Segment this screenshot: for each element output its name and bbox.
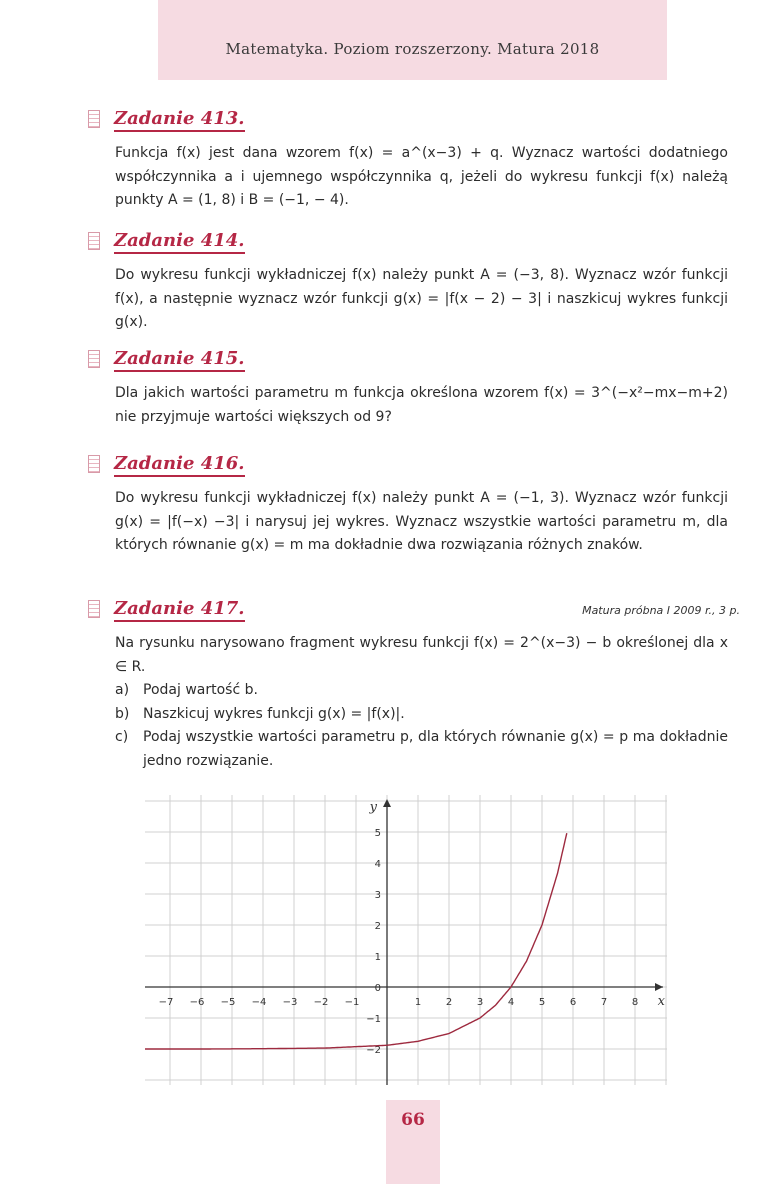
x-tick-label: 8 — [631, 997, 639, 1008]
subtask-text: Podaj wszystkie wartości parametru p, dla których równanie g(x) = p ma dokładnie jedno rozwiązanie. — [143, 729, 728, 769]
y-tick-label: 5 — [374, 828, 381, 839]
x-tick-label: 6 — [569, 997, 577, 1008]
x-tick-label: −2 — [313, 997, 329, 1008]
y-tick-label: 3 — [374, 890, 381, 901]
subtask-label: a) — [115, 682, 130, 698]
notepad-icon — [88, 110, 100, 128]
subtask-item — [115, 726, 728, 773]
task-414 — [88, 230, 728, 335]
task-title: Zadanie 413. — [114, 108, 245, 132]
task-body: Dla jakich wartości parametru m funkcja określona wzorem f(x) = 3^(−x²−mx−m+2) nie przyjmuje wartości większych od 9? — [115, 385, 728, 425]
x-tick-label: 1 — [414, 997, 422, 1008]
task-title: Zadanie 417. — [114, 598, 245, 622]
x-tick-label: −6 — [189, 997, 205, 1008]
task-text — [115, 142, 728, 213]
x-tick-label: 2 — [445, 997, 453, 1008]
task-text — [115, 264, 728, 335]
x-tick-label: 5 — [538, 997, 546, 1008]
y-tick-label: −2 — [366, 1045, 381, 1056]
task-417 — [88, 598, 740, 773]
x-tick-label: −4 — [251, 997, 267, 1008]
y-tick-label: 2 — [374, 921, 381, 932]
y-tick-label: 4 — [374, 859, 381, 870]
task-body: Na rysunku narysowano fragment wykresu funkcji f(x) = 2^(x−3) − b określonej dla x ∈ R. — [115, 635, 728, 675]
subtask-list — [115, 679, 728, 773]
source-note: Matura próbna I 2009 r., 3 p. — [582, 604, 740, 617]
x-tick-label: −3 — [282, 997, 298, 1008]
notepad-icon — [88, 455, 100, 473]
subtask-label: b) — [115, 705, 130, 722]
y-tick-label: 1 — [374, 952, 381, 963]
task-text — [115, 487, 728, 558]
y-axis-arrow — [383, 799, 391, 807]
x-tick-label: −5 — [220, 997, 236, 1008]
subtask-text: Naszkicuj wykres funkcji g(x) = |f(x)|. — [143, 705, 405, 722]
notepad-icon — [88, 232, 100, 250]
notepad-icon — [88, 350, 100, 368]
task-body: Do wykresu funkcji wykładniczej f(x) należy punkt A = (−1, 3). Wyznacz wzór funkcji g(x) = |f(−x) −3| i narysuj jej wykres. Wyznacz wszystkie wartości parametru m, dla których równanie g(x) = m ma dokładnie dwa rozwiązania różnych znaków. — [115, 490, 728, 553]
subtask-item — [115, 679, 728, 703]
x-tick-label: 3 — [476, 997, 484, 1008]
x-axis-arrow — [655, 983, 663, 991]
running-title: Matematyka. Poziom rozszerzony. Matura 2018 — [225, 40, 600, 58]
x-tick-label: 4 — [507, 997, 515, 1008]
task-415 — [88, 348, 728, 429]
page-header — [158, 0, 667, 80]
task-413 — [88, 108, 728, 213]
y-axis-label: y — [369, 800, 377, 815]
page-number: 66 — [401, 1110, 425, 1130]
subtask-item — [115, 703, 728, 727]
function-graph — [145, 795, 667, 1085]
task-416 — [88, 453, 728, 558]
subtask-text: Podaj wartość b. — [143, 682, 258, 698]
y-tick-label: 0 — [374, 983, 381, 994]
x-axis-label: x — [657, 994, 665, 1009]
subtask-label: c) — [115, 729, 129, 745]
x-tick-label: −1 — [344, 997, 360, 1008]
x-tick-label: −7 — [158, 997, 174, 1008]
notepad-icon — [88, 600, 100, 618]
task-title: Zadanie 415. — [114, 348, 245, 372]
task-body: Do wykresu funkcji wykładniczej f(x) należy punkt A = (−3, 8). Wyznacz wzór funkcji f(x), a następnie wyznacz wzór funkcji g(x) = |f(x − 2) − 3| i naszkicuj wykres funkcji g(x). — [115, 267, 728, 330]
x-tick-label: 7 — [600, 997, 608, 1008]
y-tick-label: −1 — [366, 1014, 381, 1025]
task-title: Zadanie 414. — [114, 230, 245, 254]
task-body: Funkcja f(x) jest dana wzorem f(x) = a^(x−3) + q. Wyznacz wartości dodatniego współczynnika a i ujemnego współczynnika q, jeżeli do wykresu funkcji f(x) należą punkty A = (1, 8) i B = (−1, − 4). — [115, 145, 728, 208]
task-text — [115, 382, 728, 429]
task-text — [115, 632, 728, 773]
task-title: Zadanie 416. — [114, 453, 245, 477]
